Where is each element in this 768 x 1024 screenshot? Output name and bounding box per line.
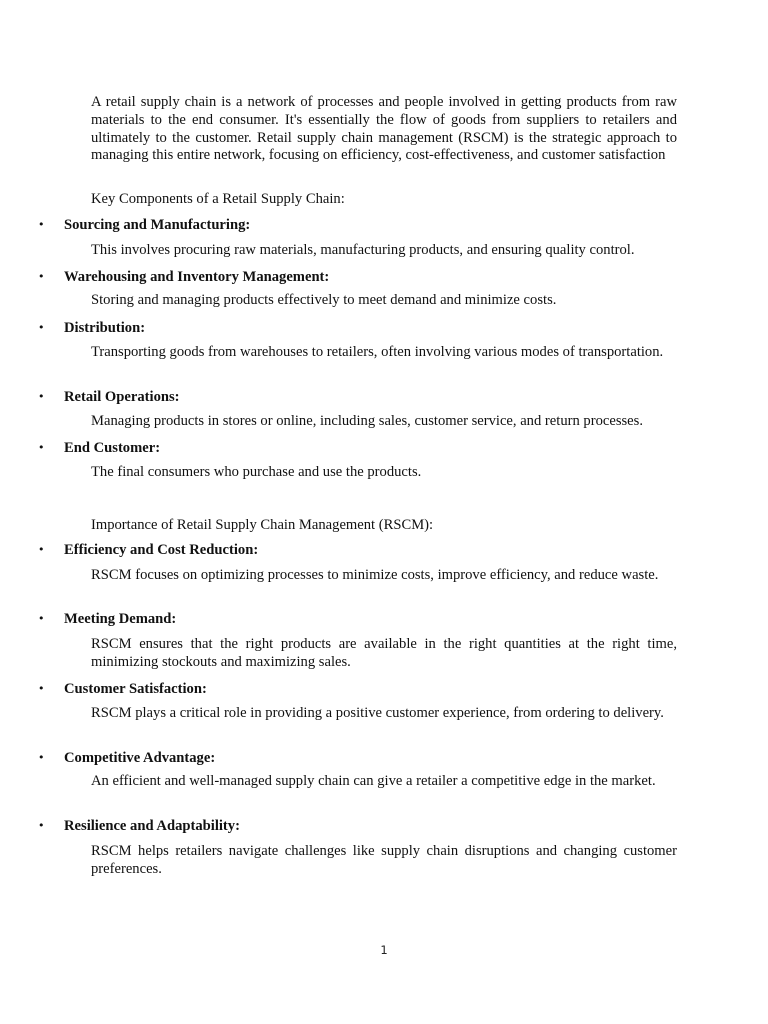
item-title: Competitive Advantage: (64, 750, 216, 766)
item-description: An efficient and well-managed supply chain can give a retailer a competitive edge in the market. (91, 773, 656, 789)
item-description: RSCM plays a critical role in providing a positive customer experience, from ordering to delivery. (91, 705, 664, 721)
item-description: Storing and managing products effectively to meet demand and minimize costs. (91, 292, 557, 308)
item-title: Sourcing and Manufacturing: (64, 217, 251, 233)
bullet-icon: • (38, 321, 45, 334)
item-description: This involves procuring raw materials, manufacturing products, and ensuring quality control. (91, 242, 635, 258)
page-number: 1 (380, 943, 388, 957)
item-description: RSCM focuses on optimizing processes to minimize costs, improve efficiency, and reduce waste. (91, 567, 659, 583)
bullet-icon: • (38, 612, 45, 625)
item-title: Warehousing and Inventory Management: (64, 269, 330, 285)
intro-paragraph: A retail supply chain is a network of processes and people involved in getting products from raw materials to the end consumer. It's essentially the flow of goods from suppliers to retailers and ultimately to the customer. Retail supply chain management (RSCM) is the strategic approach to managing this entire network, focusing on efficiency, cost-effectiveness, and customer satisfaction (91, 94, 677, 164)
bullet-icon: • (38, 543, 45, 556)
item-description: Transporting goods from warehouses to retailers, often involving various modes of transportation. (91, 344, 664, 360)
bullet-icon: • (38, 682, 45, 695)
item-description: The final consumers who purchase and use the products. (91, 464, 422, 480)
item-description: RSCM helps retailers navigate challenges like supply chain disruptions and changing customer preferences. (91, 843, 677, 877)
bullet-icon: • (38, 751, 45, 764)
bullet-icon: • (38, 819, 45, 832)
item-title: Meeting Demand: (64, 611, 177, 627)
item-description: RSCM ensures that the right products are available in the right quantities at the right time, minimizing stockouts and maximizing sales. (91, 636, 677, 670)
item-title: Distribution: (64, 320, 146, 336)
item-title: Resilience and Adaptability: (64, 818, 240, 834)
item-title: End Customer: (64, 440, 161, 456)
item-description: Managing products in stores or online, including sales, customer service, and return processes. (91, 413, 643, 429)
importance-heading: Importance of Retail Supply Chain Management (RSCM): (91, 517, 434, 533)
bullet-icon: • (38, 441, 45, 454)
components-heading: Key Components of a Retail Supply Chain: (91, 191, 345, 207)
item-title: Retail Operations: (64, 389, 180, 405)
bullet-icon: • (38, 218, 45, 231)
bullet-icon: • (38, 390, 45, 403)
item-title: Efficiency and Cost Reduction: (64, 542, 259, 558)
item-title: Customer Satisfaction: (64, 681, 207, 697)
bullet-icon: • (38, 270, 45, 283)
